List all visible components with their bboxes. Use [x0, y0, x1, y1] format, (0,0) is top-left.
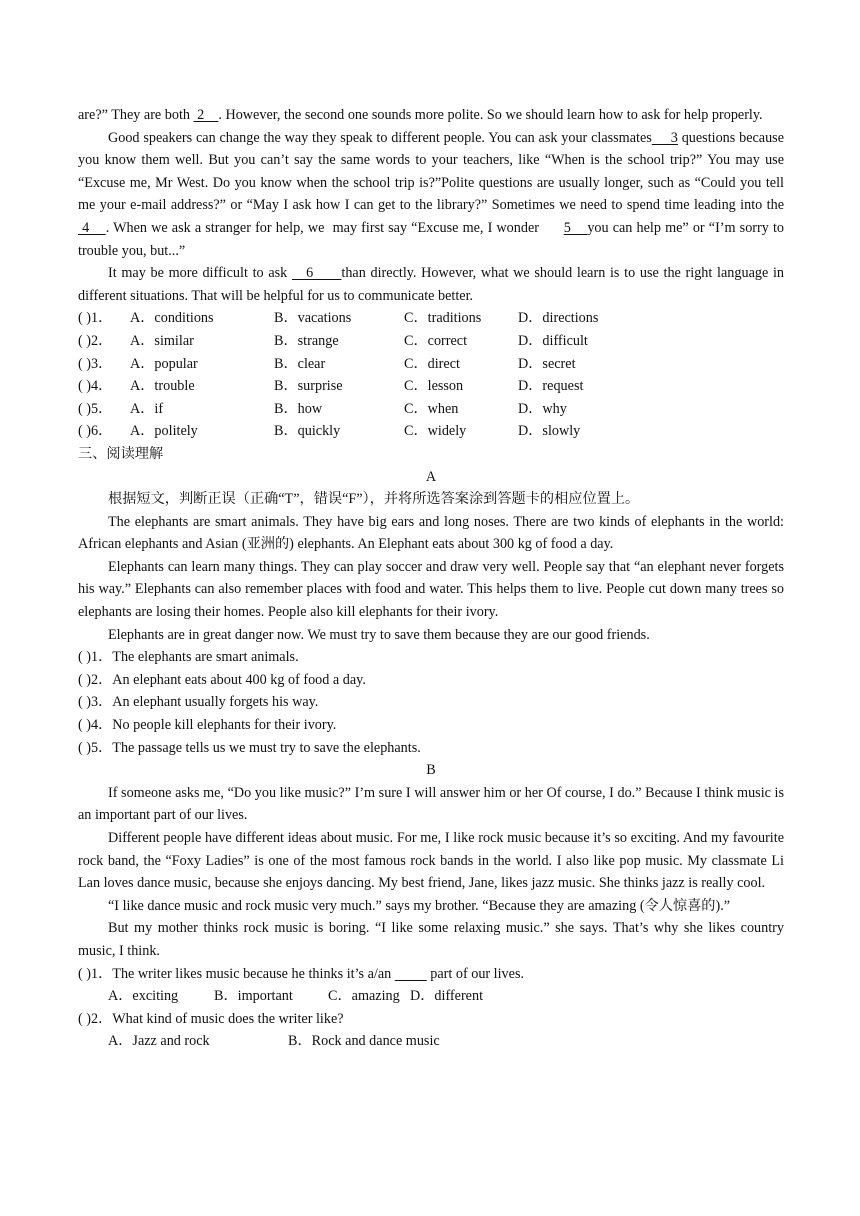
option-c[interactable]: C．lesson: [404, 378, 464, 395]
question-number[interactable]: ( )3．: [78, 694, 113, 711]
text: are?” They are both: [78, 107, 194, 123]
option-b[interactable]: B．strange: [274, 332, 339, 349]
text: questions because you know them well. But you can’t say the same words to your teachers, like “When is the school trip?” You may use “Excuse me, Mr West. Do you know when the school trip is?”Polite questions are usually longer, such as “Could you tell me your e-mail address?” or “May I ask how I can get to the library?” Sometimes we need to spend time leading into the: [78, 129, 784, 214]
option-b[interactable]: B．important: [214, 988, 293, 1005]
question-text: The passage tells us we must try to save the elephants.: [112, 739, 421, 756]
question-number[interactable]: ( )5．: [78, 739, 113, 756]
true-false-question: [78, 714, 784, 737]
option-row: [78, 375, 784, 398]
part-a-paragraph-2: Elephants can learn many things. They can play soccer and draw very well. People say that “an elephant never forgets his way.” Elephants can also remember places with food and water. This helps them to live. People cut down many trees so elephants are losing their homes. People also kill elephants for their ivory.: [78, 558, 784, 621]
question-number[interactable]: ( )3．: [78, 355, 113, 372]
part-b-paragraph-1: If someone asks me, “Do you like music?” I’m sure I will answer him or her Of course, I do.” Because I think music is an important part of our lives.: [78, 784, 784, 824]
option-d[interactable]: D．why: [518, 400, 567, 417]
option-d[interactable]: D．directions: [518, 310, 599, 327]
question-number[interactable]: ( )5．: [78, 400, 113, 417]
part-a-label: A: [425, 468, 437, 485]
option-a[interactable]: A．exciting: [108, 988, 179, 1005]
part-b-question-2: [78, 1008, 784, 1031]
option-a[interactable]: A．Jazz and rock: [108, 1033, 210, 1050]
true-false-question: [78, 669, 784, 692]
text: . When we ask a stranger for help, we may first say “Excuse me, I wonder: [105, 219, 564, 236]
part-a-questions: [78, 646, 784, 759]
question-number[interactable]: ( )2．: [78, 671, 113, 688]
blank-5: 5: [563, 219, 588, 236]
option-a[interactable]: A．conditions: [130, 310, 214, 327]
true-false-question: [78, 737, 784, 760]
part-b-paragraph-4: But my mother thinks rock music is boring. “I like some relaxing music.” she says. That’s why she likes country music, I think.: [78, 920, 784, 959]
question-number[interactable]: ( )4．: [78, 717, 113, 734]
cloze-paragraph-2: [78, 127, 784, 263]
part-b-paragraph-2: Different people have different ideas about music. For me, I like rock music because it’s so exciting. And my favourite rock band, the “Foxy Ladies” is one of the most famous rock bands in the world. I also like pop music. My classmate Li Lan loves dance music, because she enjoys dancing. My best friend, Jane, likes jazz music. She thinks jazz is really cool.: [78, 830, 784, 892]
part-b-paragraph-3: “I like dance music and rock music very much.” says my brother. “Because they are amazing (令人惊喜的).”: [108, 897, 731, 914]
true-false-question: [78, 646, 784, 669]
blank-2: 2: [193, 107, 219, 123]
option-c[interactable]: C．direct: [404, 355, 460, 372]
option-b[interactable]: B．quickly: [274, 423, 341, 440]
option-b[interactable]: B．surprise: [274, 378, 343, 395]
question-number[interactable]: ( )6．: [78, 423, 113, 440]
option-b[interactable]: B．Rock and dance music: [288, 1033, 440, 1050]
question-text: An elephant eats about 400 kg of food a day.: [112, 671, 366, 688]
blank-4: 4: [78, 219, 106, 236]
part-a-paragraph-1: The elephants are smart animals. They have big ears and long noses. There are two kinds of elephants in the world: African elephants and Asian (亚洲的) elephants. An Elephant eats about 300 kg of food a day.: [78, 513, 784, 553]
question-text: An elephant usually forgets his way.: [112, 694, 319, 711]
question-text: The writer likes music because he thinks it’s a/an: [112, 965, 395, 982]
worksheet-page: [78, 104, 784, 1053]
option-row: [78, 420, 784, 443]
option-d[interactable]: D．difficult: [518, 332, 588, 349]
option-d[interactable]: D．different: [410, 988, 484, 1005]
option-d[interactable]: D．slowly: [518, 423, 581, 440]
question-text: The elephants are smart animals.: [112, 649, 299, 666]
cloze-paragraph-1: [78, 104, 784, 127]
option-row: [78, 353, 784, 376]
text: It may be more difficult to ask: [108, 265, 292, 282]
question-text: part of our lives.: [426, 965, 525, 982]
part-b-question-2-options: [78, 1030, 784, 1053]
option-c[interactable]: C．when: [404, 400, 459, 417]
option-c[interactable]: C．traditions: [404, 310, 482, 327]
answer-blank: [395, 966, 427, 982]
part-b-question-1: [78, 963, 784, 986]
cloze-options: [78, 307, 784, 443]
text: Good speakers can change the way they speak to different people. You can ask your classmates: [108, 129, 652, 146]
text: you can help me” or “I’m sorry to trouble you, but...”: [78, 219, 784, 259]
part-a-paragraph-3: Elephants are in great danger now. We must try to save them because they are our good friends.: [108, 626, 650, 643]
question-text: No people kill elephants for their ivory.: [112, 717, 337, 734]
option-row: [78, 307, 784, 330]
option-b[interactable]: B．clear: [274, 355, 326, 372]
question-number[interactable]: ( )2．: [78, 332, 113, 349]
question-text: What kind of music does the writer like?: [112, 1010, 344, 1027]
option-c[interactable]: C．amazing: [328, 988, 400, 1005]
option-a[interactable]: A．trouble: [130, 378, 195, 395]
blank-3: 3: [651, 129, 678, 146]
option-a[interactable]: A．popular: [130, 355, 198, 372]
part-b-question-1-options: [78, 985, 784, 1008]
part-a-instruction: 根据短文，判断正误（正确“T”，错误“F”），并将所选答案涂到答题卡的相应位置上。: [108, 491, 640, 508]
option-b[interactable]: B．how: [274, 400, 323, 417]
option-c[interactable]: C．correct: [404, 332, 468, 349]
part-b-label: B: [426, 762, 436, 779]
option-a[interactable]: A．similar: [130, 332, 194, 349]
option-d[interactable]: D．secret: [518, 355, 576, 372]
option-a[interactable]: A．politely: [130, 423, 198, 440]
question-number[interactable]: ( )1．: [78, 649, 113, 666]
text: than directly. However, what we should learn is to use the right language in different situations. That will be helpful for us to communicate better.: [78, 265, 784, 304]
option-c[interactable]: C．widely: [404, 423, 467, 440]
text: . However, the second one sounds more polite. So we should learn how to ask for help properly.: [218, 107, 763, 123]
question-number[interactable]: ( )4．: [78, 378, 113, 395]
blank-6: 6: [291, 265, 342, 282]
cloze-paragraph-3: [78, 262, 784, 307]
option-d[interactable]: D．request: [518, 378, 584, 395]
option-row: [78, 398, 784, 421]
question-number[interactable]: ( )1．: [78, 310, 113, 327]
option-b[interactable]: B．vacations: [274, 310, 352, 327]
true-false-question: [78, 691, 784, 714]
section-heading: 三、阅读理解: [78, 445, 164, 462]
question-number[interactable]: ( )2．: [78, 1010, 113, 1027]
option-row: [78, 330, 784, 353]
question-number[interactable]: ( )1．: [78, 965, 113, 982]
option-a[interactable]: A．if: [130, 400, 164, 417]
